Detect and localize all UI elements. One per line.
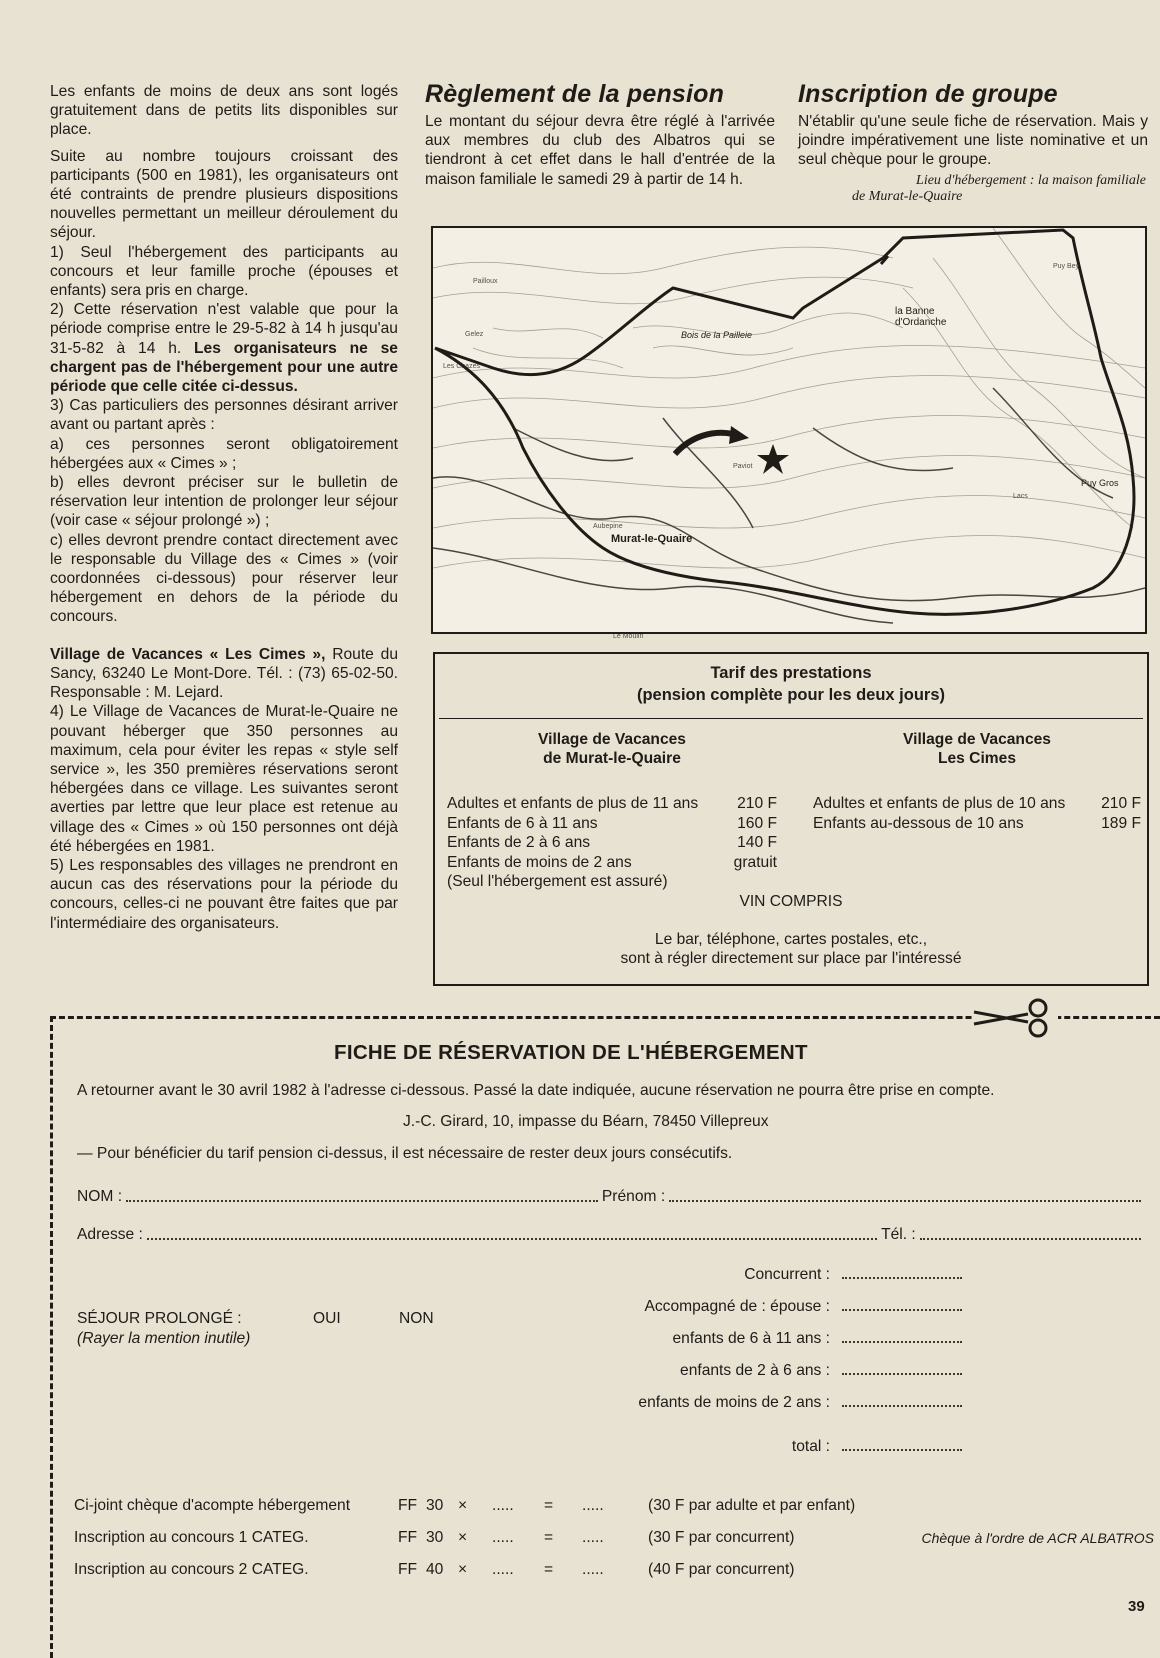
- village-heading: Village de Vacances: [538, 731, 686, 748]
- caption-line: de Murat-le-Quaire: [852, 188, 963, 204]
- equals-sign: =: [544, 1529, 554, 1546]
- price-label: Enfants de 2 à 6 ans: [447, 834, 591, 851]
- payment-row: [74, 1528, 1154, 1560]
- payment-row: [74, 1496, 1154, 1528]
- price-value: 210 F: [1101, 795, 1141, 812]
- enfants-2-6-field[interactable]: [842, 1363, 962, 1375]
- paragraph: a) ces personnes seront obligatoirement hébergées aux « Cimes » ;: [50, 435, 398, 472]
- map-label: d'Ordanche: [895, 317, 947, 328]
- ff-label: FF: [398, 1529, 418, 1546]
- non-option[interactable]: NON: [399, 1310, 434, 1327]
- times-sign: ×: [458, 1561, 468, 1578]
- paragraph-bold: Les organisateurs ne se chargent pas de l'hébergement pour une autre période que celle citée ci-dessus.: [50, 339, 398, 396]
- count-label: enfants de 6 à 11 ans :: [672, 1330, 830, 1347]
- count-label: enfants de moins de 2 ans :: [638, 1394, 830, 1411]
- svg-text:Puy Bey: Puy Bey: [1053, 263, 1080, 270]
- form-note: — Pour bénéficier du tarif pension ci-dessus, il est nécessaire de rester deux jours consécutifs.: [77, 1145, 733, 1162]
- paragraph: 3) Cas particuliers des personnes désirant arriver avant ou partant après :: [50, 397, 398, 434]
- quantity-field[interactable]: .....: [492, 1497, 514, 1514]
- form-instruction: A retourner avant le 30 avril 1982 à l'adresse ci-dessous. Passé la date indiquée, aucune réservation ne pourra être prise en compte.: [77, 1082, 995, 1099]
- price-note: [447, 872, 777, 892]
- payment-note: (30 F par concurrent): [648, 1529, 795, 1546]
- cut-line-vertical: [50, 1016, 53, 1658]
- count-row: [490, 1393, 990, 1437]
- paragraph: [50, 300, 398, 396]
- amount: 30: [426, 1529, 444, 1546]
- star-location-icon: [757, 444, 789, 474]
- svg-text:Les Chazes: Les Chazes: [443, 363, 480, 370]
- inscription-section: [798, 80, 1148, 205]
- paragraph: b) elles devront préciser sur le bulletin de réservation leur intention de prolonger leur séjour (voir case « séjour prolongé ») ;: [50, 474, 398, 530]
- price-row: [813, 814, 1141, 834]
- paragraph: Suite au nombre toujours croissant des participants (500 en 1981), les organisateurs ont été contraints de prendre plusieurs dispositions nouvelles permettant un meilleur déroulement du séjour.: [50, 147, 398, 242]
- payment-label: Inscription au concours 2 CATEG.: [74, 1561, 309, 1578]
- village-cimes-column: [813, 730, 1141, 833]
- map-label: Bois de la Pailleie: [681, 330, 753, 340]
- payment-row: [74, 1560, 1154, 1592]
- participants-block: [490, 1265, 990, 1469]
- payment-note: (40 F par concurrent): [648, 1561, 795, 1578]
- svg-text:Le Moulin: Le Moulin: [613, 633, 644, 640]
- equals-sign: =: [544, 1497, 554, 1514]
- prenom-field[interactable]: [669, 1188, 1141, 1202]
- price-value: gratuit: [733, 853, 777, 871]
- price-label: Adultes et enfants de plus de 11 ans: [447, 795, 699, 812]
- paragraph: 4) Le Village de Vacances de Murat-le-Quaire ne pouvant héberger que 350 personnes au maximum, cela pour éviter les repas « style self service », les 350 premières réservations seront hébergées dans ce village. Les suivantes seront averties par lettre que leur place est retenue au village des « Cimes » où 150 personnes ont déjà été hébergées en 1981.: [50, 703, 398, 855]
- price-label: Enfants de moins de 2 ans: [447, 853, 632, 871]
- village-name: Village de Vacances « Les Cimes »,: [50, 645, 326, 663]
- left-column: [50, 82, 398, 940]
- reglement-text: Le montant du séjour devra être réglé à l'arrivée aux membres du club des Albatros qui se tiendront à cet effet dans le hall d'entrée de la maison familiale le samedi 29 à partir de 14 h.: [425, 113, 775, 188]
- total-field[interactable]: .....: [582, 1497, 604, 1514]
- quantity-field[interactable]: .....: [492, 1529, 514, 1546]
- paragraph: 1) Seul l'hébergement des participants au concours et leur famille proche (épouses et enfants) sera pris en charge.: [50, 243, 398, 300]
- paragraph: Les enfants de moins de deux ans sont logés gratuitement dans de petits lits disponibles sur place.: [50, 83, 398, 139]
- inscription-text: N'établir qu'une seule fiche de réservation. Mais y joindre impérativement une liste nominative et un seul chèque pour le groupe.: [798, 113, 1148, 169]
- divider: [439, 718, 1143, 719]
- count-label: Concurrent :: [744, 1266, 830, 1283]
- cheque-note: Chèque à l'ordre de ACR ALBATROS: [921, 1530, 1154, 1546]
- price-value: 160 F: [737, 814, 777, 832]
- price-value: 210 F: [737, 795, 777, 812]
- tarif-footer: Le bar, téléphone, cartes postales, etc.,: [654, 931, 928, 948]
- price-row: [447, 853, 777, 873]
- ff-label: FF: [398, 1497, 418, 1514]
- price-label: Enfants au-dessous de 10 ans: [813, 814, 1024, 832]
- payment-note: (30 F par adulte et par enfant): [648, 1497, 856, 1514]
- vin-compris: VIN COMPRIS: [739, 893, 843, 910]
- village-murat-column: [447, 730, 777, 892]
- amount: 30: [426, 1497, 444, 1514]
- inscription-title: Inscription de groupe: [798, 80, 1058, 108]
- adresse-label: Adresse :: [77, 1226, 143, 1243]
- payment-label: Inscription au concours 1 CATEG.: [74, 1529, 309, 1546]
- concurrent-field[interactable]: [842, 1267, 962, 1279]
- paragraph: c) elles devront prendre contact directement avec le responsable du Village des « Cimes » (voir coordonnées ci-dessous) pour réserver leur hébergement en dehors de la période du concours.: [50, 531, 398, 626]
- equals-sign: =: [544, 1561, 554, 1578]
- price-list: [813, 794, 1141, 833]
- count-label: Accompagné de : épouse :: [644, 1298, 830, 1315]
- sejour-prolonge: [77, 1309, 477, 1329]
- sejour-label: SÉJOUR PROLONGÉ :: [77, 1310, 242, 1327]
- oui-option[interactable]: OUI: [313, 1310, 341, 1327]
- quantity-field[interactable]: .....: [492, 1561, 514, 1578]
- total-field[interactable]: .....: [582, 1529, 604, 1546]
- svg-text:Lacs: Lacs: [1013, 493, 1028, 500]
- paragraph: [50, 645, 398, 703]
- total-field[interactable]: [842, 1439, 962, 1451]
- arrow-icon: [675, 433, 733, 454]
- count-label: total :: [791, 1438, 830, 1455]
- count-row: [490, 1361, 990, 1393]
- map-label: Murat-le-Quaire: [611, 533, 693, 545]
- count-label: enfants de 2 à 6 ans :: [680, 1362, 830, 1379]
- price-label: Enfants de 6 à 11 ans: [447, 814, 598, 832]
- tarif-box: [433, 652, 1149, 986]
- price-value: 189 F: [1101, 814, 1141, 832]
- payment-rows: [74, 1496, 1154, 1592]
- price-row: [447, 833, 777, 853]
- tarif-subtitle: (pension complète pour les deux jours): [636, 686, 946, 704]
- village-heading: Les Cimes: [937, 750, 1016, 767]
- adresse-row: [77, 1226, 1145, 1244]
- rayer-note: (Rayer la mention inutile): [77, 1330, 251, 1347]
- nom-prenom-row: [77, 1188, 1145, 1206]
- village-address: Route du Sancy, 63240 Le Mont-Dore. Tél. : (73) 65-02-50. Responsable : M. Lejard.: [50, 645, 398, 702]
- form-address: J.-C. Girard, 10, impasse du Béarn, 78450 Villepreux: [403, 1113, 769, 1130]
- tarif-title: Tarif des prestations: [710, 664, 872, 682]
- enfants-6-11-field[interactable]: [842, 1331, 962, 1343]
- price-row: [813, 794, 1141, 814]
- village-heading: Village de Vacances: [903, 731, 1051, 748]
- count-row: [490, 1329, 990, 1361]
- price-row: [447, 794, 777, 814]
- tarif-footer: sont à régler directement sur place par l'intéressé: [620, 950, 962, 967]
- payment-label: Ci-joint chèque d'acompte hébergement: [74, 1497, 351, 1514]
- price-row: [447, 814, 777, 834]
- page-number: 39: [1128, 1598, 1145, 1615]
- nom-field[interactable]: [126, 1188, 598, 1202]
- prenom-label: Prénom :: [601, 1188, 666, 1205]
- count-row: [490, 1297, 990, 1329]
- svg-text:Aubepine: Aubepine: [593, 523, 623, 530]
- reglement-title: Règlement de la pension: [425, 80, 725, 108]
- paragraph: 5) Les responsables des villages ne prendront en aucun cas des réservations pour la période du concours, celles-ci ne pouvant être faites que par l'intermédiaire des organisateurs.: [50, 856, 398, 932]
- times-sign: ×: [458, 1497, 468, 1514]
- total-field[interactable]: .....: [582, 1561, 604, 1578]
- caption-line: Lieu d'hébergement : la maison familiale: [916, 172, 1146, 188]
- map-graphic: [433, 228, 1145, 640]
- price-value: 140 F: [737, 834, 777, 851]
- adresse-field[interactable]: [147, 1226, 877, 1240]
- nom-label: NOM :: [77, 1188, 123, 1205]
- scissors-icon: [972, 998, 1058, 1038]
- price-list: [447, 794, 777, 892]
- price-label: Adultes et enfants de plus de 10 ans: [813, 795, 1066, 812]
- form-title: FICHE DE RÉSERVATION DE L'HÉBERGEMENT: [334, 1041, 808, 1064]
- count-row: [490, 1265, 990, 1297]
- map-label: Puy Gros: [1081, 478, 1119, 488]
- tel-label: Tél. :: [881, 1226, 916, 1243]
- svg-text:Gelez: Gelez: [465, 331, 484, 338]
- svg-text:Paviot: Paviot: [733, 463, 753, 470]
- paragraph-text: 2) Cette réservation n'est valable que pour la période comprise entre le 29-5-82 à 14 h jusqu'au 31-5-82 à 14 h.: [50, 301, 398, 357]
- svg-text:Pailloux: Pailloux: [473, 278, 498, 285]
- price-note-text: (Seul l'hébergement est assuré): [447, 873, 668, 890]
- count-row: [490, 1437, 990, 1469]
- enfants-moins-2-field[interactable]: [842, 1395, 962, 1407]
- tel-field[interactable]: [920, 1226, 1141, 1240]
- ff-label: FF: [398, 1561, 418, 1578]
- arrow-head-icon: [729, 426, 749, 444]
- area-map: [431, 226, 1147, 640]
- map-boundary-path: [435, 230, 1134, 614]
- epouse-field[interactable]: [842, 1299, 962, 1311]
- map-label: la Banne: [895, 306, 935, 317]
- village-heading: de Murat-le-Quaire: [543, 750, 681, 767]
- times-sign: ×: [458, 1529, 468, 1546]
- amount: 40: [426, 1561, 444, 1578]
- reglement-section: [425, 80, 775, 189]
